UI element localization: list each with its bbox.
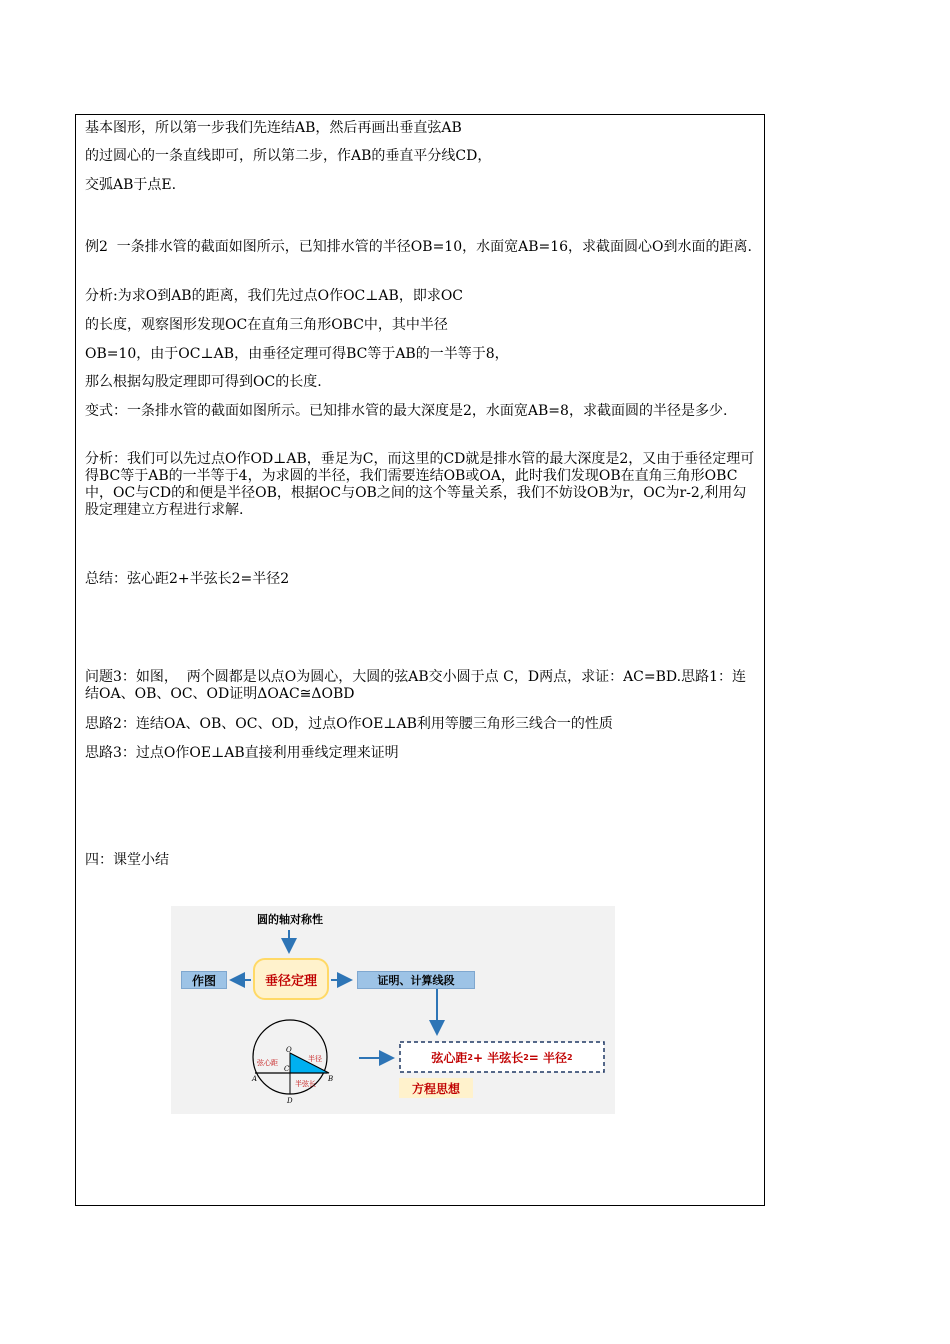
formula-sup-3: 2 [567, 1052, 573, 1062]
label-c: C [284, 1065, 290, 1073]
label-d: D [287, 1097, 293, 1105]
label-half-chord: 半弦长 [295, 1080, 316, 1088]
formula [400, 1042, 604, 1072]
analysis-line-2: 的长度，观察图形发现OC在直角三角形OBC中，其中半径 [85, 317, 448, 333]
left-box: 作图 [181, 971, 227, 989]
label-o: O [286, 1046, 292, 1054]
right-box: 证明、计算线段 [357, 971, 475, 989]
label-radius: 半径 [308, 1055, 322, 1063]
text-line-3: 交弧AB于点E. [85, 177, 177, 193]
label-b: B [328, 1075, 334, 1083]
formula-part-c: = 半径 [528, 1050, 568, 1065]
text-line-2: 的过圆心的一条直线即可，所以第二步，作AB的垂直平分线CD， [85, 148, 492, 164]
example-2: 例2 一条排水管的截面如图所示，已知排水管的半径OB=10，水面宽AB=16，求截面圆心O到水面的距离. [85, 239, 752, 255]
formula-part-b: + 半弦长 [472, 1050, 524, 1065]
label-chord-distance: 弦心距 [257, 1059, 278, 1067]
section-4-heading: 四：课堂小结 [85, 852, 169, 868]
analysis-line-1: 分析:为求O到AB的距离，我们先过点O作OC⊥AB，即求OC [85, 288, 464, 304]
summary-diagram [171, 906, 615, 1114]
formula-sup-1: 2 [467, 1052, 473, 1062]
formula-part-a: 弦心距 [431, 1050, 468, 1065]
summary: 总结：弦心距2+半弦长2=半径2 [85, 571, 290, 587]
method-box: 方程思想 [399, 1078, 473, 1098]
label-a: A [252, 1075, 258, 1083]
formula-sup-2: 2 [523, 1052, 529, 1062]
analysis-line-4: 那么根据勾股定理即可得到OC的长度. [85, 374, 322, 390]
idea-2: 思路2：连结OA、OB、OC、OD，过点O作OE⊥AB利用等腰三角形三线合一的性质 [85, 716, 613, 732]
center-box: 垂径定理 [253, 958, 329, 1000]
idea-3: 思路3：过点O作OE⊥AB直接利用垂线定理来证明 [85, 745, 399, 761]
analysis-line-3: OB=10，由于OC⊥AB，由垂径定理可得BC等于AB的一半等于8， [85, 346, 509, 362]
diagram-graphics [171, 906, 615, 1114]
problem-3: 问题3：如图， 两个圆都是以点O为圆心，大圆的弦AB交小圆于点 C，D两点，求证：AC=BD.思路1：连结OA、OB、OC、OD证明ΔOAC≅ΔOBD [85, 669, 746, 702]
text-line-1: 基本图形，所以第一步我们先连结AB，然后再画出垂直弦AB [85, 120, 462, 136]
variant-problem: 变式：一条排水管的截面如图所示。已知排水管的最大深度是2，水面宽AB=8，求截面圆的半径是多少. [85, 403, 728, 419]
top-label: 圆的轴对称性 [257, 913, 323, 926]
variant-analysis: 分析：我们可以先过点O作OD⊥AB，垂足为C，而这里的CD就是排水管的最大深度是2，又由于垂径定理可得BC等于AB的一半等于4，为求圆的半径，我们需要连结OB或OA，此时我们发现OB在直角三角形OBC中，OC与CD的和便是半径OB，根据OC与OB之间的这个等量关系，我们不妨设OB为r，OC为r-2,利用勾股定理建立方程进行求解. [85, 451, 755, 518]
